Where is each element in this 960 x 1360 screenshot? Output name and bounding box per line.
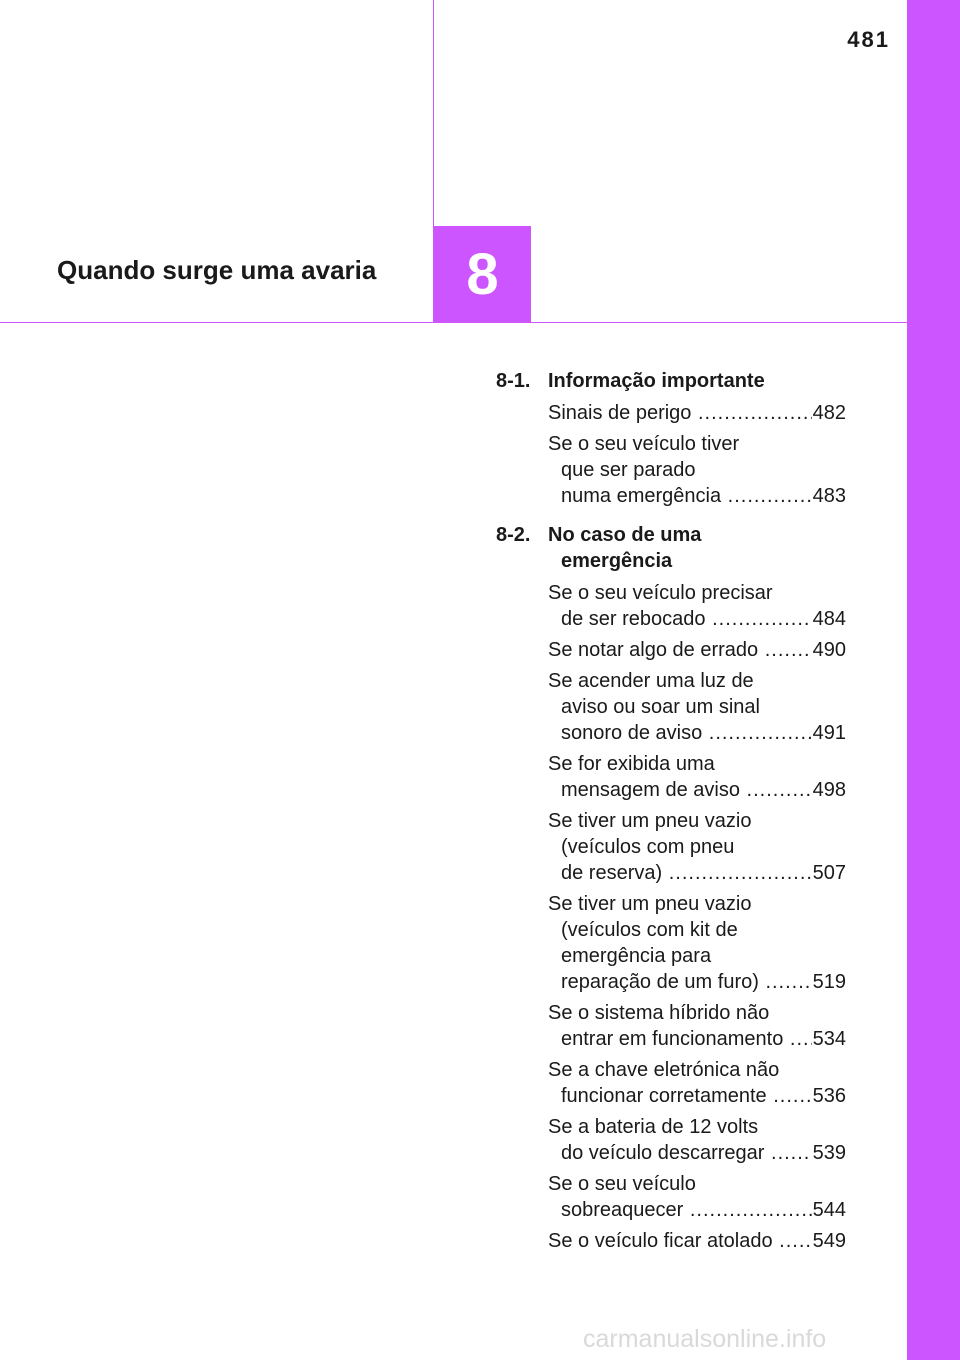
toc-entry-line: Se o seu veículo precisar [548,582,773,604]
toc-entry-page: 539 [812,1142,846,1164]
toc-entry[interactable] [548,668,846,746]
toc-entry-last-line [548,1026,846,1052]
toc-entry-last-line [548,1197,846,1223]
toc-section-heading [496,522,846,574]
toc-entry-text: Se notar algo de errado ..... [548,637,812,663]
toc-entry-text: de reserva) ..... [561,860,812,886]
toc-entry-page: 484 [812,608,846,630]
toc-entry-page: 491 [812,722,846,744]
section-title-line: Informação importante [548,370,765,392]
toc-entry-text: Sinais de perigo ..... [548,400,812,426]
toc-entry-line: Se for exibida uma [548,753,715,775]
toc-entry-page: 483 [812,485,846,507]
toc-entry[interactable] [548,1228,846,1254]
toc-entry-text: de ser rebocado ..... [561,606,812,632]
toc-entry-page: 519 [812,971,846,993]
toc-entry-last-line [548,720,846,746]
toc-entry-text: mensagem de aviso ..... [561,777,812,803]
toc-entry-last-line [548,1228,846,1254]
toc-entry-line: que ser parado [561,459,696,481]
toc-entry-text: sobreaquecer ..... [561,1197,812,1223]
section-title [548,522,846,574]
toc-entry-line: Se a bateria de 12 volts [548,1116,759,1138]
watermark: carmanualsonline.info [583,1325,827,1353]
toc-entry-line: Se o seu veículo [548,1173,696,1195]
toc-entry[interactable] [548,1057,846,1109]
toc-entry[interactable] [548,1000,846,1052]
toc-entry-line: Se a chave eletrónica não [548,1059,780,1081]
section-title [548,368,846,394]
toc-entry-line: Se tiver um pneu vazio [548,893,752,915]
chapter-number-box [434,226,531,323]
toc-entry-page: 544 [812,1199,846,1221]
toc-entry[interactable] [548,580,846,632]
chapter-title: Quando surge uma avaria [57,255,377,285]
toc-entry-page: 534 [812,1028,846,1050]
toc-entry[interactable] [548,1114,846,1166]
toc-entry-last-line [548,606,846,632]
toc-entry-last-line [548,1083,846,1109]
toc-entry[interactable] [548,431,846,509]
toc-entry-text: funcionar corretamente ..... [561,1083,812,1109]
toc-entry[interactable] [548,400,846,426]
toc-entry-text: Se o veículo ficar atolado ..... [548,1228,812,1254]
page-number: 481 [847,27,890,52]
toc-entry-text: entrar em funcionamento ..... [561,1026,812,1052]
toc-section-8-1 [496,368,846,509]
toc-entry-text: reparação de um furo) ..... [561,969,812,995]
toc-entry-text: do veículo descarregar ..... [561,1140,812,1166]
toc-entry-line: emergência para [561,945,712,967]
toc-entry[interactable] [548,808,846,886]
chapter-side-tab [907,0,960,1360]
toc-entry-page: 549 [812,1230,846,1252]
chapter-number: 8 [466,241,499,307]
toc-entry-line: Se o sistema híbrido não [548,1002,770,1024]
toc-entry[interactable] [548,891,846,995]
table-of-contents [496,368,846,1259]
toc-entry[interactable] [548,637,846,663]
toc-entry-line: Se o seu veículo tiver [548,433,740,455]
toc-entry-last-line [548,777,846,803]
toc-entry-page: 536 [812,1085,846,1107]
toc-entry-line: (veículos com pneu [561,836,735,858]
section-title-line: No caso de uma [548,524,702,546]
toc-entry-last-line [548,860,846,886]
toc-entry-line: aviso ou soar um sinal [561,696,760,718]
toc-entry-last-line [548,969,846,995]
toc-entry-text: sonoro de aviso ..... [561,720,812,746]
section-number: 8-2. [496,524,531,546]
toc-entry[interactable] [548,1171,846,1223]
toc-entry-last-line [548,637,846,663]
toc-entry-line: Se acender uma luz de [548,670,754,692]
toc-entry-page: 482 [812,402,846,424]
toc-entry-last-line [548,483,846,509]
toc-entry-text: numa emergência ..... [561,483,812,509]
toc-entry-page: 490 [812,639,846,661]
toc-entry-page: 498 [812,779,846,801]
toc-section-heading [496,368,846,394]
section-number: 8-1. [496,370,531,392]
toc-section-8-2 [496,522,846,1254]
toc-entry-last-line [548,400,846,426]
toc-entry[interactable] [548,751,846,803]
toc-entry-line: (veículos com kit de [561,919,738,941]
toc-entry-line: Se tiver um pneu vazio [548,810,752,832]
toc-entry-last-line [548,1140,846,1166]
section-title-line: emergência [561,550,673,572]
toc-entry-page: 507 [812,862,846,884]
